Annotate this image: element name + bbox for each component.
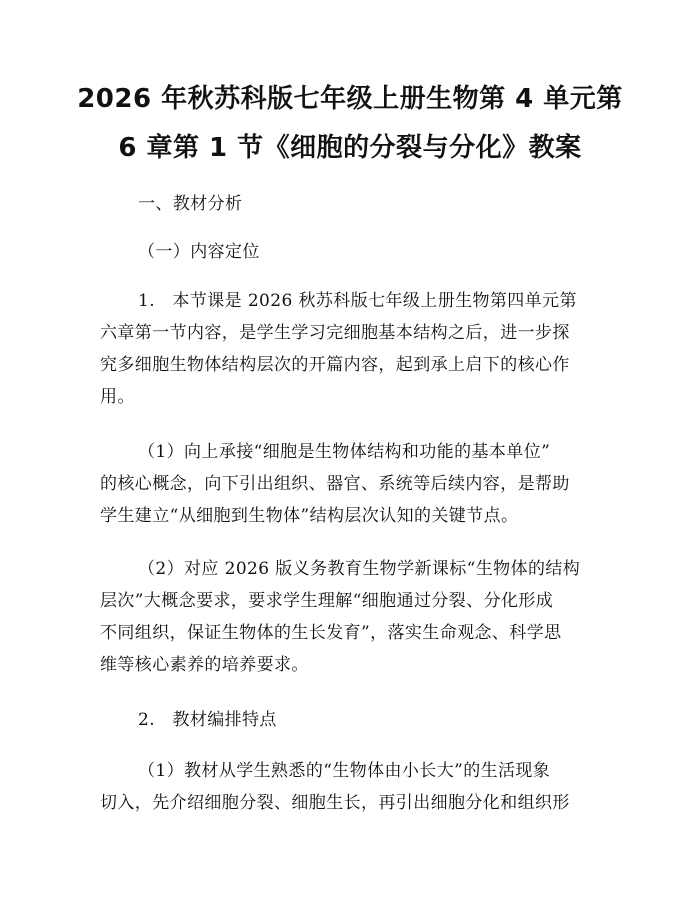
- paragraph-line: （1）教材从学生熟悉的“生物体由小长大”的生活现象: [138, 761, 551, 781]
- subsection-heading-content-positioning: [100, 236, 600, 268]
- paragraph-line: （2）对应 2026 版义务教育生物学新课标“生物体的结构: [138, 559, 581, 579]
- paragraph-item-1-sub-1: [100, 436, 600, 532]
- paragraph-line: 不同组织，保证生物体的生长发育”，落实生命观念、科学思: [100, 623, 562, 643]
- paragraph-line: 的核心概念，向下引出组织、器官、系统等后续内容，是帮助: [100, 474, 570, 494]
- paragraph-line: 层次”大概念要求，要求学生理解“细胞通过分裂、分化形成: [100, 591, 554, 611]
- paragraph-line: 维等核心素养的培养要求。: [100, 655, 309, 675]
- paragraph-item-1: [100, 285, 600, 413]
- paragraph-line: 用。: [100, 387, 135, 407]
- paragraph-item-1-sub-2: [100, 553, 600, 681]
- paragraph-line: 六章第一节内容，是学生学习完细胞基本结构之后，进一步探: [100, 323, 570, 343]
- paragraph-line: 1. 本节课是 2026 秋苏科版七年级上册生物第四单元第: [138, 291, 577, 311]
- section-heading-textbook-analysis: [100, 188, 600, 220]
- paragraph-item-2-sub-1: [100, 755, 600, 819]
- subsection-heading-text: （一）内容定位: [138, 242, 260, 262]
- item-heading-text: 2. 教材编排特点: [138, 710, 277, 730]
- paragraph-line: （1）向上承接“细胞是生物体结构和功能的基本单位”: [138, 442, 551, 462]
- paragraph-line: 切入，先介绍细胞分裂、细胞生长，再引出细胞分化和组织形: [100, 793, 570, 813]
- paragraph-line: 究多细胞生物体结构层次的开篇内容，起到承上启下的核心作: [100, 355, 570, 375]
- document-title-line-2: 6 章第 1 节《细胞的分裂与分化》教案: [118, 133, 582, 163]
- paragraph-line: 学生建立“从细胞到生物体”结构层次认知的关键节点。: [100, 506, 519, 526]
- section-heading-text: 一、教材分析: [138, 194, 243, 214]
- paragraph-item-2-heading: [100, 704, 600, 736]
- document-title-line-1: 2026 年秋苏科版七年级上册生物第 4 单元第: [77, 84, 623, 114]
